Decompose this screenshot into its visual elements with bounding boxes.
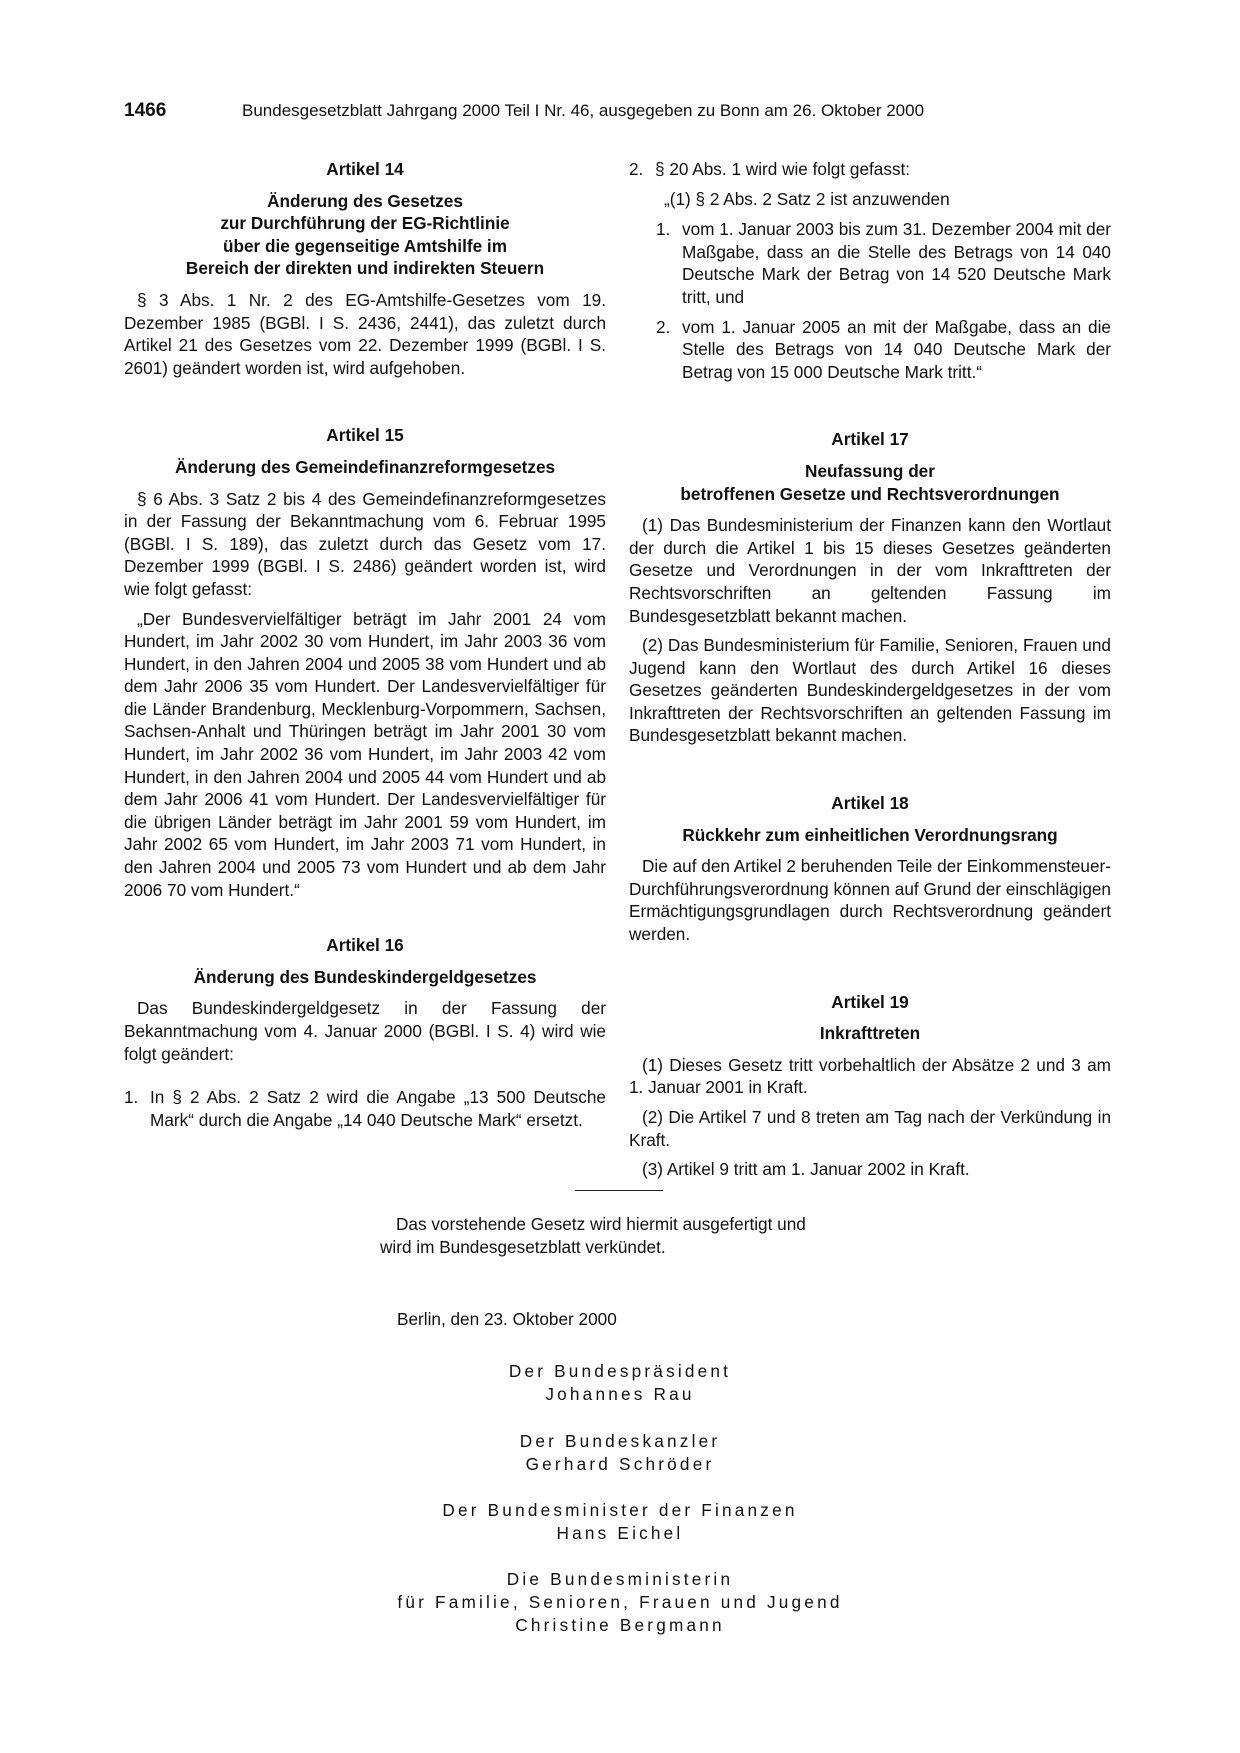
article-19-paragraph-2: (2) Die Artikel 7 und 8 treten am Tag nach der Verkündung in Kraft. (629, 1107, 1111, 1150)
article-17-paragraph-2: (2) Das Bundesministerium für Familie, Senioren, Frauen und Jugend kann den Wortlaut des durch Artikel 16 dieses Gesetzes geänderten Bundeskindergeldgesetzes in der vom Inkrafttreten der Rechtsvorschriften an geltenden Fassung im Bundesgesetzblatt bekannt machen. (629, 635, 1111, 746)
signature-block-finance-minister (300, 1499, 940, 1545)
article-15-quote: „Der Bundesvervielfältiger beträgt im Jahr 2001 24 vom Hundert, im Jahr 2002 30 vom Hundert, im Jahr 2003 36 vom Hundert, in den Jahren 2004 und 2005 38 vom Hundert und ab dem Jahr 2006 35 vom Hundert. Der Landesvervielfältiger für die Länder Brandenburg, Mecklenburg-Vorpommern, Sachsen, Sachsen-Anhalt und Thüringen beträgt im Jahr 2001 30 vom Hundert, im Jahr 2002 36 vom Hundert, im Jahr 2003 42 vom Hundert, in den Jahren 2004 und 2005 44 vom Hundert und ab dem Jahr 2006 41 vom Hundert. Der Landesvervielfältiger für die übrigen Länder beträgt im Jahr 2001 59 vom Hundert, im Jahr 2002 65 vom Hundert, im Jahr 2003 71 vom Hundert, in den Jahren 2004 und 2005 73 vom Hundert und ab dem Jahr 2006 70 vom Hundert.“ (124, 608, 606, 900)
item-text: In § 2 Abs. 2 Satz 2 wird die Angabe „13 500 Deutsche Mark“ durch die Angabe „14 040 Deutsche Mark“ ersetzt. (150, 1087, 606, 1130)
article-17-title-line: Neufassung der (805, 460, 935, 481)
page-number: 1466 (124, 100, 167, 121)
signature-office: Der Bundespräsident (508, 1361, 732, 1381)
article-17-title (629, 460, 1111, 505)
item-text: vom 1. Januar 2003 bis zum 31. Dezember 2004 mit der Maßgabe, dass an die Stelle des Betrags von 14 040 Deutsche Mark der Betrag von 14 520 Deutsche Mark tritt, und (682, 219, 1111, 307)
article-18-text: Die auf den Artikel 2 beruhenden Teile der Einkommensteuer-Durchführungsverordnung können auf Grund der einschlägigen Ermächtigungsgrundlagen durch Rechtsverordnung geändert werden. (629, 856, 1111, 945)
article-19-title: Inkrafttreten (819, 1023, 921, 1044)
article-16-number: Artikel 16 (326, 935, 404, 956)
item-number: 2. (629, 159, 644, 179)
right-column (629, 158, 1111, 1188)
item-text: vom 1. Januar 2005 an mit der Maßgabe, dass an die Stelle des Betrags von 14 040 Deutsche Mark der Betrag von 15 000 Deutsche Mark tritt.“ (682, 316, 1111, 382)
promulgation-line: Das vorstehende Gesetz wird hiermit ausgefertigt und (396, 1214, 806, 1234)
signature-name: Christine Bergmann (515, 1615, 725, 1635)
article-15-title: Änderung des Gemeindefinanzreformgesetzes (174, 456, 556, 477)
article-14-title-line: über die gegenseitige Amtshilfe im (223, 235, 507, 256)
place-date: Berlin, den 23. Oktober 2000 (397, 1309, 617, 1329)
promulgation-formula (380, 1213, 880, 1259)
signature-block-president (300, 1360, 940, 1406)
article-18-number: Artikel 18 (831, 793, 909, 814)
article-15-number: Artikel 15 (326, 425, 404, 446)
page-header (124, 100, 1004, 122)
article-14-text: § 3 Abs. 1 Nr. 2 des EG-Amtshilfe-Gesetzes vom 19. Dezember 1985 (BGBl. I S. 2436, 2441), das zuletzt durch Artikel 21 des Gesetzes vom 22. Dezember 1999 (BGBl. I S. 2601) geändert worden ist, wird aufgehoben. (124, 289, 606, 378)
signature-office: Die Bundesministerin (506, 1569, 734, 1589)
article-16-text: Das Bundeskindergeldgesetz in der Fassung der Bekanntmachung vom 4. Januar 2000 (BGBl. I S. 4) wird wie folgt geändert: (124, 998, 606, 1064)
signature-office: für Familie, Senioren, Frauen und Jugend (397, 1592, 843, 1612)
signature-name: Hans Eichel (556, 1523, 684, 1543)
separator-rule (575, 1190, 663, 1191)
signature-office: Der Bundesminister der Finanzen (442, 1500, 798, 1520)
item-number: 1. (124, 1087, 139, 1108)
article-19-number: Artikel 19 (831, 991, 909, 1012)
signature-name: Johannes Rau (545, 1384, 695, 1404)
article-19-paragraph-3: (3) Artikel 9 tritt am 1. Januar 2002 in Kraft. (642, 1159, 970, 1180)
article-17-paragraph-1: (1) Das Bundesministerium der Finanzen kann den Wortlaut der durch die Artikel 1 bis 15 dieses Gesetzes geänderten Gesetze und Verordnungen in der vom Inkrafttreten der Rechtsvorschriften an geltenden Fassung im Bundesgesetzblatt bekannt machen. (629, 515, 1111, 626)
promulgation-line: wird im Bundesgesetzblatt verkündet. (380, 1237, 666, 1257)
article-16-subitem-2 (629, 316, 1111, 384)
signature-office: Der Bundeskanzler (519, 1431, 721, 1451)
item-text: § 20 Abs. 1 wird wie folgt gefasst: (655, 159, 911, 179)
article-14-title-line: zur Durchführung der EG-Richtlinie (220, 213, 510, 234)
article-16-item-1 (124, 1086, 606, 1131)
article-16-quote-intro: „(1) § 2 Abs. 2 Satz 2 ist anzuwenden (664, 188, 950, 209)
article-19-paragraph-1: (1) Dieses Gesetz tritt vorbehaltlich der Absätze 2 und 3 am 1. Januar 2001 in Kraft. (629, 1054, 1111, 1098)
article-16-item-2 (629, 158, 1111, 181)
left-column (124, 158, 606, 1138)
item-number: 1. (656, 219, 671, 240)
article-16-subitem-1 (629, 218, 1111, 308)
article-14-title-line: Bereich der direkten und indirekten Steuern (185, 258, 545, 279)
article-16-title: Änderung des Bundeskindergeldgesetzes (193, 966, 537, 987)
article-17-title-line: betroffenen Gesetze und Rechtsverordnungen (680, 483, 1060, 504)
article-17-number: Artikel 17 (831, 429, 909, 450)
signature-name: Gerhard Schröder (525, 1454, 715, 1474)
running-title: Bundesgesetzblatt Jahrgang 2000 Teil I Nr. 46, ausgegeben zu Bonn am 26. Oktober 2000 (242, 101, 925, 120)
signature-block-chancellor (300, 1430, 940, 1476)
signature-block-family-minister (300, 1568, 940, 1637)
article-14-title-line: Änderung des Gesetzes (267, 190, 463, 211)
item-number: 2. (656, 316, 671, 337)
article-14-title (124, 190, 606, 280)
article-18-title: Rückkehr zum einheitlichen Verordnungsrang (682, 824, 1058, 845)
article-14-number: Artikel 14 (326, 159, 404, 179)
article-15-text: § 6 Abs. 3 Satz 2 bis 4 des Gemeindefinanzreformgesetzes in der Fassung der Bekanntmachung vom 6. Februar 1995 (BGBl. I S. 189), das zuletzt durch das Gesetz vom 17. Dezember 1999 (BGBl. I S. 2486) geändert worden ist, wird wie folgt gefasst: (124, 488, 606, 599)
